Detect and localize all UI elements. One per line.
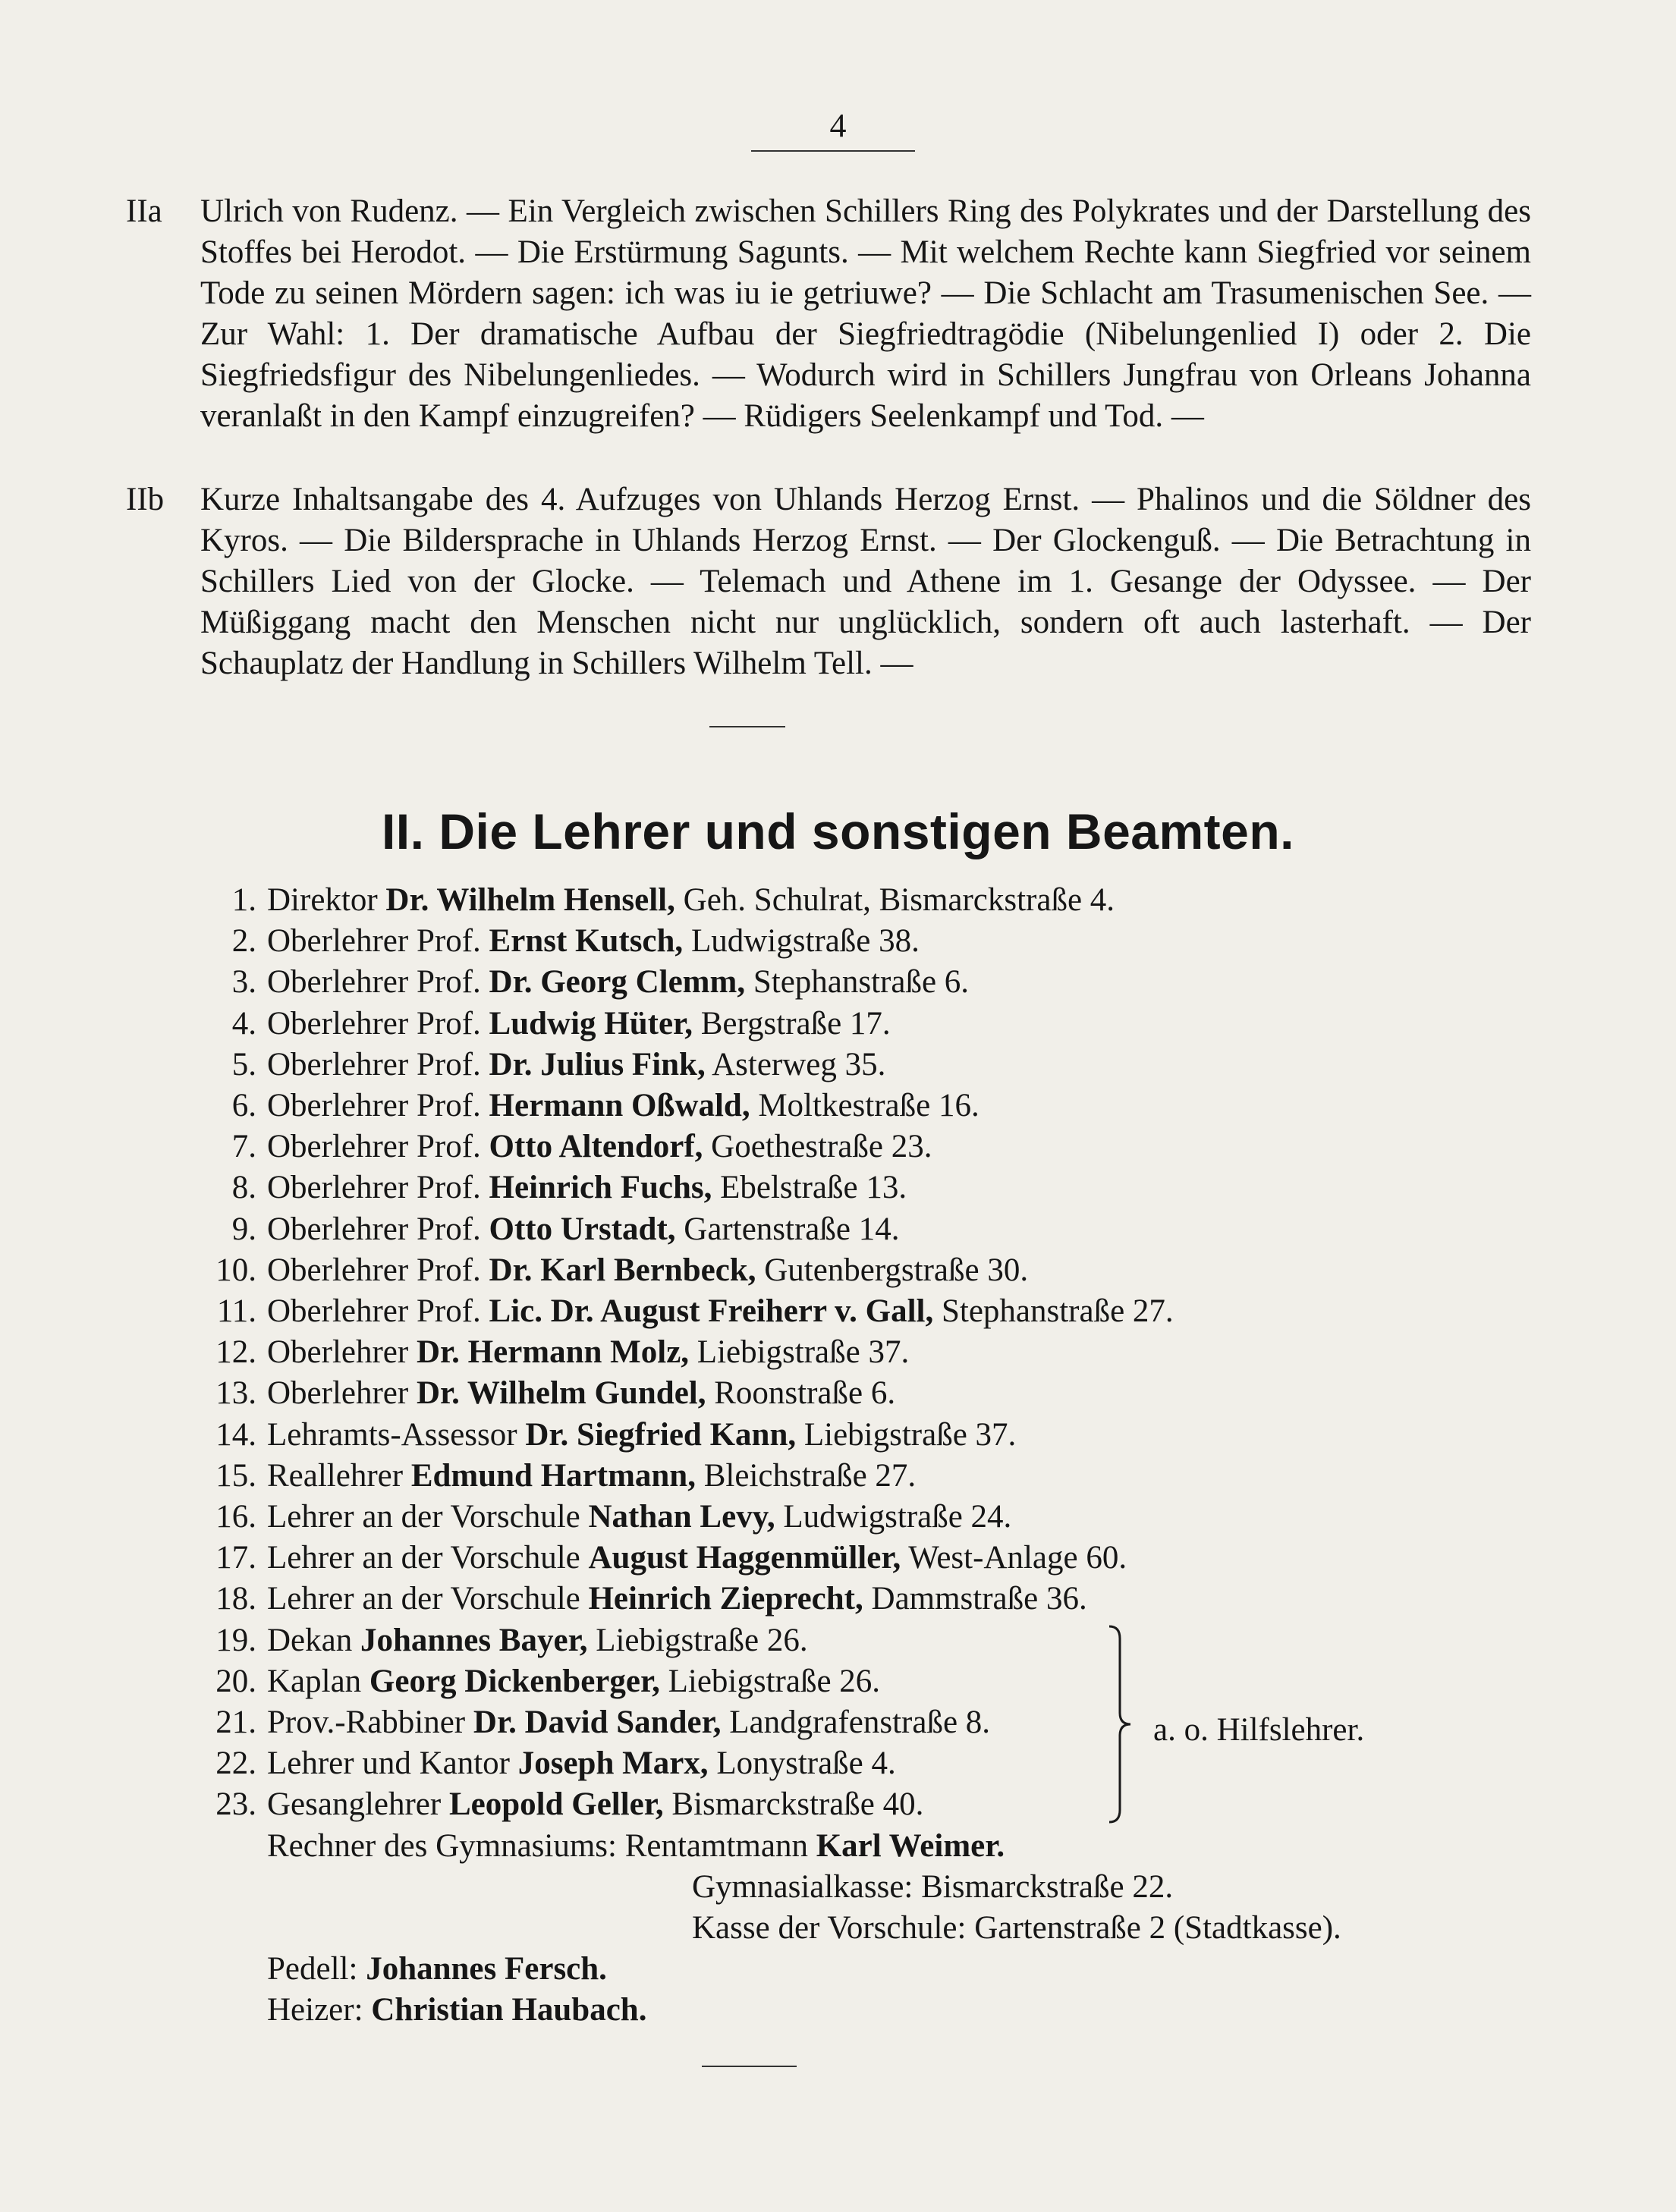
staff-name: Dr. Georg Clemm,	[489, 964, 746, 1001]
staff-number: 5.	[231, 1046, 256, 1082]
pedell-row	[267, 1949, 607, 1990]
staff-address: Ebelstraße 13.	[712, 1170, 907, 1206]
staff-name: Dr. Karl Bernbeck,	[489, 1252, 756, 1288]
staff-name: Dr. Wilhelm Gundel,	[416, 1375, 706, 1412]
staff-title: Oberlehrer Prof.	[267, 1088, 489, 1123]
staff-row	[205, 1497, 1011, 1538]
staff-number: 1.	[231, 882, 256, 918]
staff-number: 14.	[215, 1416, 256, 1453]
staff-address: Liebigstraße 26.	[587, 1622, 808, 1658]
staff-title: Gesanglehrer	[267, 1786, 449, 1823]
staff-name: Hermann Oßwald,	[489, 1088, 750, 1123]
staff-address: Liebigstraße 26.	[659, 1663, 881, 1699]
staff-row	[205, 1167, 907, 1208]
staff-row	[205, 1620, 808, 1661]
staff-title: Lehrer und Kantor	[267, 1745, 518, 1782]
staff-title: Lehramts-Assessor	[267, 1416, 526, 1453]
staff-address: Geh. Schulrat, Bismarckstraße 4.	[674, 882, 1115, 918]
staff-row	[205, 1784, 923, 1825]
staff-name: Dr. Siegfried Kann,	[525, 1416, 797, 1453]
staff-address: Goethestraße 23.	[703, 1129, 932, 1165]
staff-number: 2.	[231, 923, 256, 960]
staff-row	[205, 1209, 899, 1250]
staff-title: Lehrer an der Vorschule	[267, 1540, 589, 1576]
heizer-name: Christian Haubach.	[371, 1992, 647, 2028]
staff-number: 19.	[215, 1622, 256, 1658]
staff-number: 22.	[215, 1745, 256, 1782]
end-rule	[702, 2066, 797, 2067]
staff-row	[205, 1743, 896, 1784]
staff-address: Liebigstraße 37.	[689, 1334, 910, 1371]
staff-name: Nathan Levy,	[588, 1499, 775, 1535]
staff-row	[205, 1702, 990, 1743]
staff-row	[205, 1661, 880, 1702]
topic-text: Ulrich von Rudenz. — Ein Vergleich zwischen Schillers Ring des Polykrates und der Darstellung des Stoffes bei Herodot. — Die Erstürmung Sagunts. — Mit welchem Rechte kann Siegfried vor seinem Tode zu seinen Mördern sagen: ich was iu ie getriuwe? — Die Schlacht am Trasumenischen See. — Zur Wahl: 1. Der dramatische Aufbau der Siegfriedtragödie (Nibelungenlied I) oder 2. Die Siegfriedsfigur des Nibelungenliedes. — Wodurch wird in Schillers Jungfrau von Orleans Johanna veranlaßt in den Kampf einzugreifen? — Rüdigers Seelenkampf und Tod. —	[200, 193, 1531, 434]
section-divider	[709, 726, 785, 727]
brace-icon	[1106, 1623, 1135, 1825]
staff-title: Reallehrer	[267, 1457, 411, 1494]
staff-number: 23.	[215, 1786, 256, 1823]
staff-name: Lic. Dr. August Freiherr v. Gall,	[489, 1293, 934, 1329]
staff-address: Ludwigstraße 38.	[683, 923, 920, 960]
kasse-text: Gymnasialkasse: Bismarckstraße 22.	[692, 1868, 1174, 1905]
page-number: 4	[829, 107, 847, 144]
staff-row	[205, 1291, 1174, 1332]
staff-name: Ernst Kutsch,	[489, 923, 684, 960]
staff-row	[205, 962, 969, 1003]
staff-address: Bergstraße 17.	[692, 1005, 891, 1042]
staff-name: Joseph Marx,	[517, 1745, 709, 1782]
staff-address: Gutenbergstraße 30.	[756, 1252, 1029, 1288]
staff-name: Heinrich Zieprecht,	[588, 1581, 863, 1617]
staff-title: Kaplan	[267, 1663, 369, 1699]
staff-title: Oberlehrer Prof.	[267, 1170, 489, 1206]
staff-title: Lehrer an der Vorschule	[267, 1499, 589, 1535]
staff-name: Georg Dickenberger,	[369, 1663, 660, 1699]
vorschulkasse-row	[692, 1908, 1341, 1949]
staff-number: 20.	[215, 1663, 256, 1699]
staff-number: 7.	[231, 1129, 256, 1165]
staff-row	[205, 1373, 895, 1414]
staff-title: Prov.-Rabbiner	[267, 1705, 473, 1740]
staff-number: 4.	[231, 1005, 256, 1042]
staff-name: August Haggenmüller,	[588, 1540, 901, 1576]
staff-name: Otto Urstadt,	[489, 1211, 676, 1247]
staff-name: Edmund Hartmann,	[410, 1457, 696, 1494]
rechner-name: Karl Weimer.	[816, 1827, 1005, 1864]
staff-number: 17.	[215, 1540, 256, 1576]
staff-title: Direktor	[267, 882, 386, 918]
staff-row	[205, 1332, 909, 1373]
staff-number: 15.	[215, 1457, 256, 1494]
staff-name: Dr. Hermann Molz,	[416, 1334, 690, 1371]
staff-row	[205, 1579, 1087, 1620]
staff-number: 3.	[231, 964, 256, 1001]
staff-name: Heinrich Fuchs,	[489, 1170, 712, 1206]
staff-number: 9.	[231, 1211, 256, 1247]
topic-text: Kurze Inhaltsangabe des 4. Aufzuges von Uhlands Herzog Ernst. — Phalinos und die Söldner des Kyros. — Die Bildersprache in Uhlands Herzog Ernst. — Der Glockenguß. — Die Betrachtung in Schillers Lied von der Glocke. — Telemach und Athene im 1. Gesange der Odyssee. — Der Müßiggang macht den Menschen nicht nur unglücklich, sondern oft auch lasterhaft. — Der Schauplatz der Handlung in Schillers Wilhelm Tell. —	[200, 482, 1531, 681]
staff-number: 6.	[231, 1088, 256, 1123]
hilfslehrer-note: a. o. Hilfslehrer.	[1153, 1712, 1365, 1748]
heizer-row	[267, 1990, 646, 2031]
staff-row	[205, 1456, 916, 1497]
staff-address: West-Anlage 60.	[901, 1540, 1127, 1576]
staff-address: Ludwigstraße 24.	[775, 1499, 1012, 1535]
staff-address: Dammstraße 36.	[863, 1581, 1087, 1617]
staff-title: Oberlehrer Prof.	[267, 1129, 489, 1165]
staff-number: 16.	[215, 1499, 256, 1535]
staff-title: Oberlehrer	[267, 1375, 417, 1412]
staff-address: Liebigstraße 37.	[796, 1416, 1017, 1453]
staff-row	[205, 880, 1115, 921]
staff-title: Oberlehrer Prof.	[267, 1046, 489, 1082]
staff-title: Dekan	[267, 1622, 360, 1658]
staff-title: Oberlehrer Prof.	[267, 1211, 489, 1247]
staff-title: Lehrer an der Vorschule	[267, 1581, 589, 1617]
staff-row	[205, 1004, 891, 1045]
staff-name: Dr. Wilhelm Hensell,	[385, 882, 675, 918]
rechner-label: Rechner des Gymnasiums: Rentamtmann	[267, 1827, 816, 1864]
staff-name: Dr. David Sander,	[473, 1705, 722, 1740]
staff-address: Moltkestraße 16.	[750, 1088, 980, 1123]
staff-number: 12.	[215, 1334, 256, 1371]
rechner-row	[267, 1826, 1005, 1867]
staff-title: Oberlehrer Prof.	[267, 964, 489, 1001]
staff-address: Bismarckstraße 40.	[663, 1786, 924, 1823]
pedell-name: Johannes Fersch.	[366, 1951, 607, 1987]
topic-label: IIb	[126, 482, 165, 517]
staff-number: 18.	[215, 1581, 256, 1617]
kasse-text: Kasse der Vorschule: Gartenstraße 2 (Stadtkasse).	[692, 1910, 1341, 1946]
staff-address: Stephanstraße 27.	[933, 1293, 1174, 1329]
heizer-label: Heizer:	[267, 1992, 372, 2028]
topic-label: IIa	[126, 193, 162, 229]
staff-title: Oberlehrer Prof.	[267, 1293, 489, 1329]
staff-address: Gartenstraße 14.	[675, 1211, 900, 1247]
pedell-label: Pedell:	[267, 1951, 366, 1987]
staff-title: Oberlehrer	[267, 1334, 417, 1371]
staff-name: Leopold Geller,	[448, 1786, 664, 1823]
gymnasialkasse-row	[692, 1867, 1173, 1908]
topic-block-iia	[126, 191, 1531, 437]
staff-address: Asterweg 35.	[705, 1046, 886, 1082]
staff-row	[205, 1086, 980, 1126]
staff-number: 8.	[231, 1170, 256, 1206]
staff-title: Oberlehrer Prof.	[267, 923, 489, 960]
staff-number: 21.	[215, 1705, 256, 1740]
topic-block-iib	[126, 479, 1531, 684]
section-heading: II. Die Lehrer und sonstigen Beamten.	[381, 803, 1295, 859]
staff-row	[205, 1250, 1028, 1291]
staff-title: Oberlehrer Prof.	[267, 1005, 489, 1042]
staff-address: Lonystraße 4.	[708, 1745, 896, 1782]
staff-row	[205, 1538, 1127, 1579]
staff-number: 11.	[216, 1293, 256, 1329]
staff-address: Stephanstraße 6.	[745, 964, 970, 1001]
staff-row	[205, 1415, 1016, 1456]
staff-name: Dr. Julius Fink,	[489, 1046, 706, 1082]
staff-number: 10.	[215, 1252, 256, 1288]
staff-address: Roonstraße 6.	[706, 1375, 896, 1412]
staff-name: Otto Altendorf,	[489, 1129, 703, 1165]
staff-address: Bleichstraße 27.	[695, 1457, 917, 1494]
staff-row	[205, 921, 920, 962]
staff-number: 13.	[215, 1375, 256, 1412]
staff-name: Johannes Bayer,	[360, 1622, 588, 1658]
staff-title: Oberlehrer Prof.	[267, 1252, 489, 1288]
staff-row	[205, 1126, 932, 1167]
staff-row	[205, 1045, 885, 1086]
staff-address: Landgrafenstraße 8.	[721, 1705, 991, 1740]
page-number-rule	[751, 150, 915, 152]
staff-name: Ludwig Hüter,	[489, 1005, 693, 1042]
